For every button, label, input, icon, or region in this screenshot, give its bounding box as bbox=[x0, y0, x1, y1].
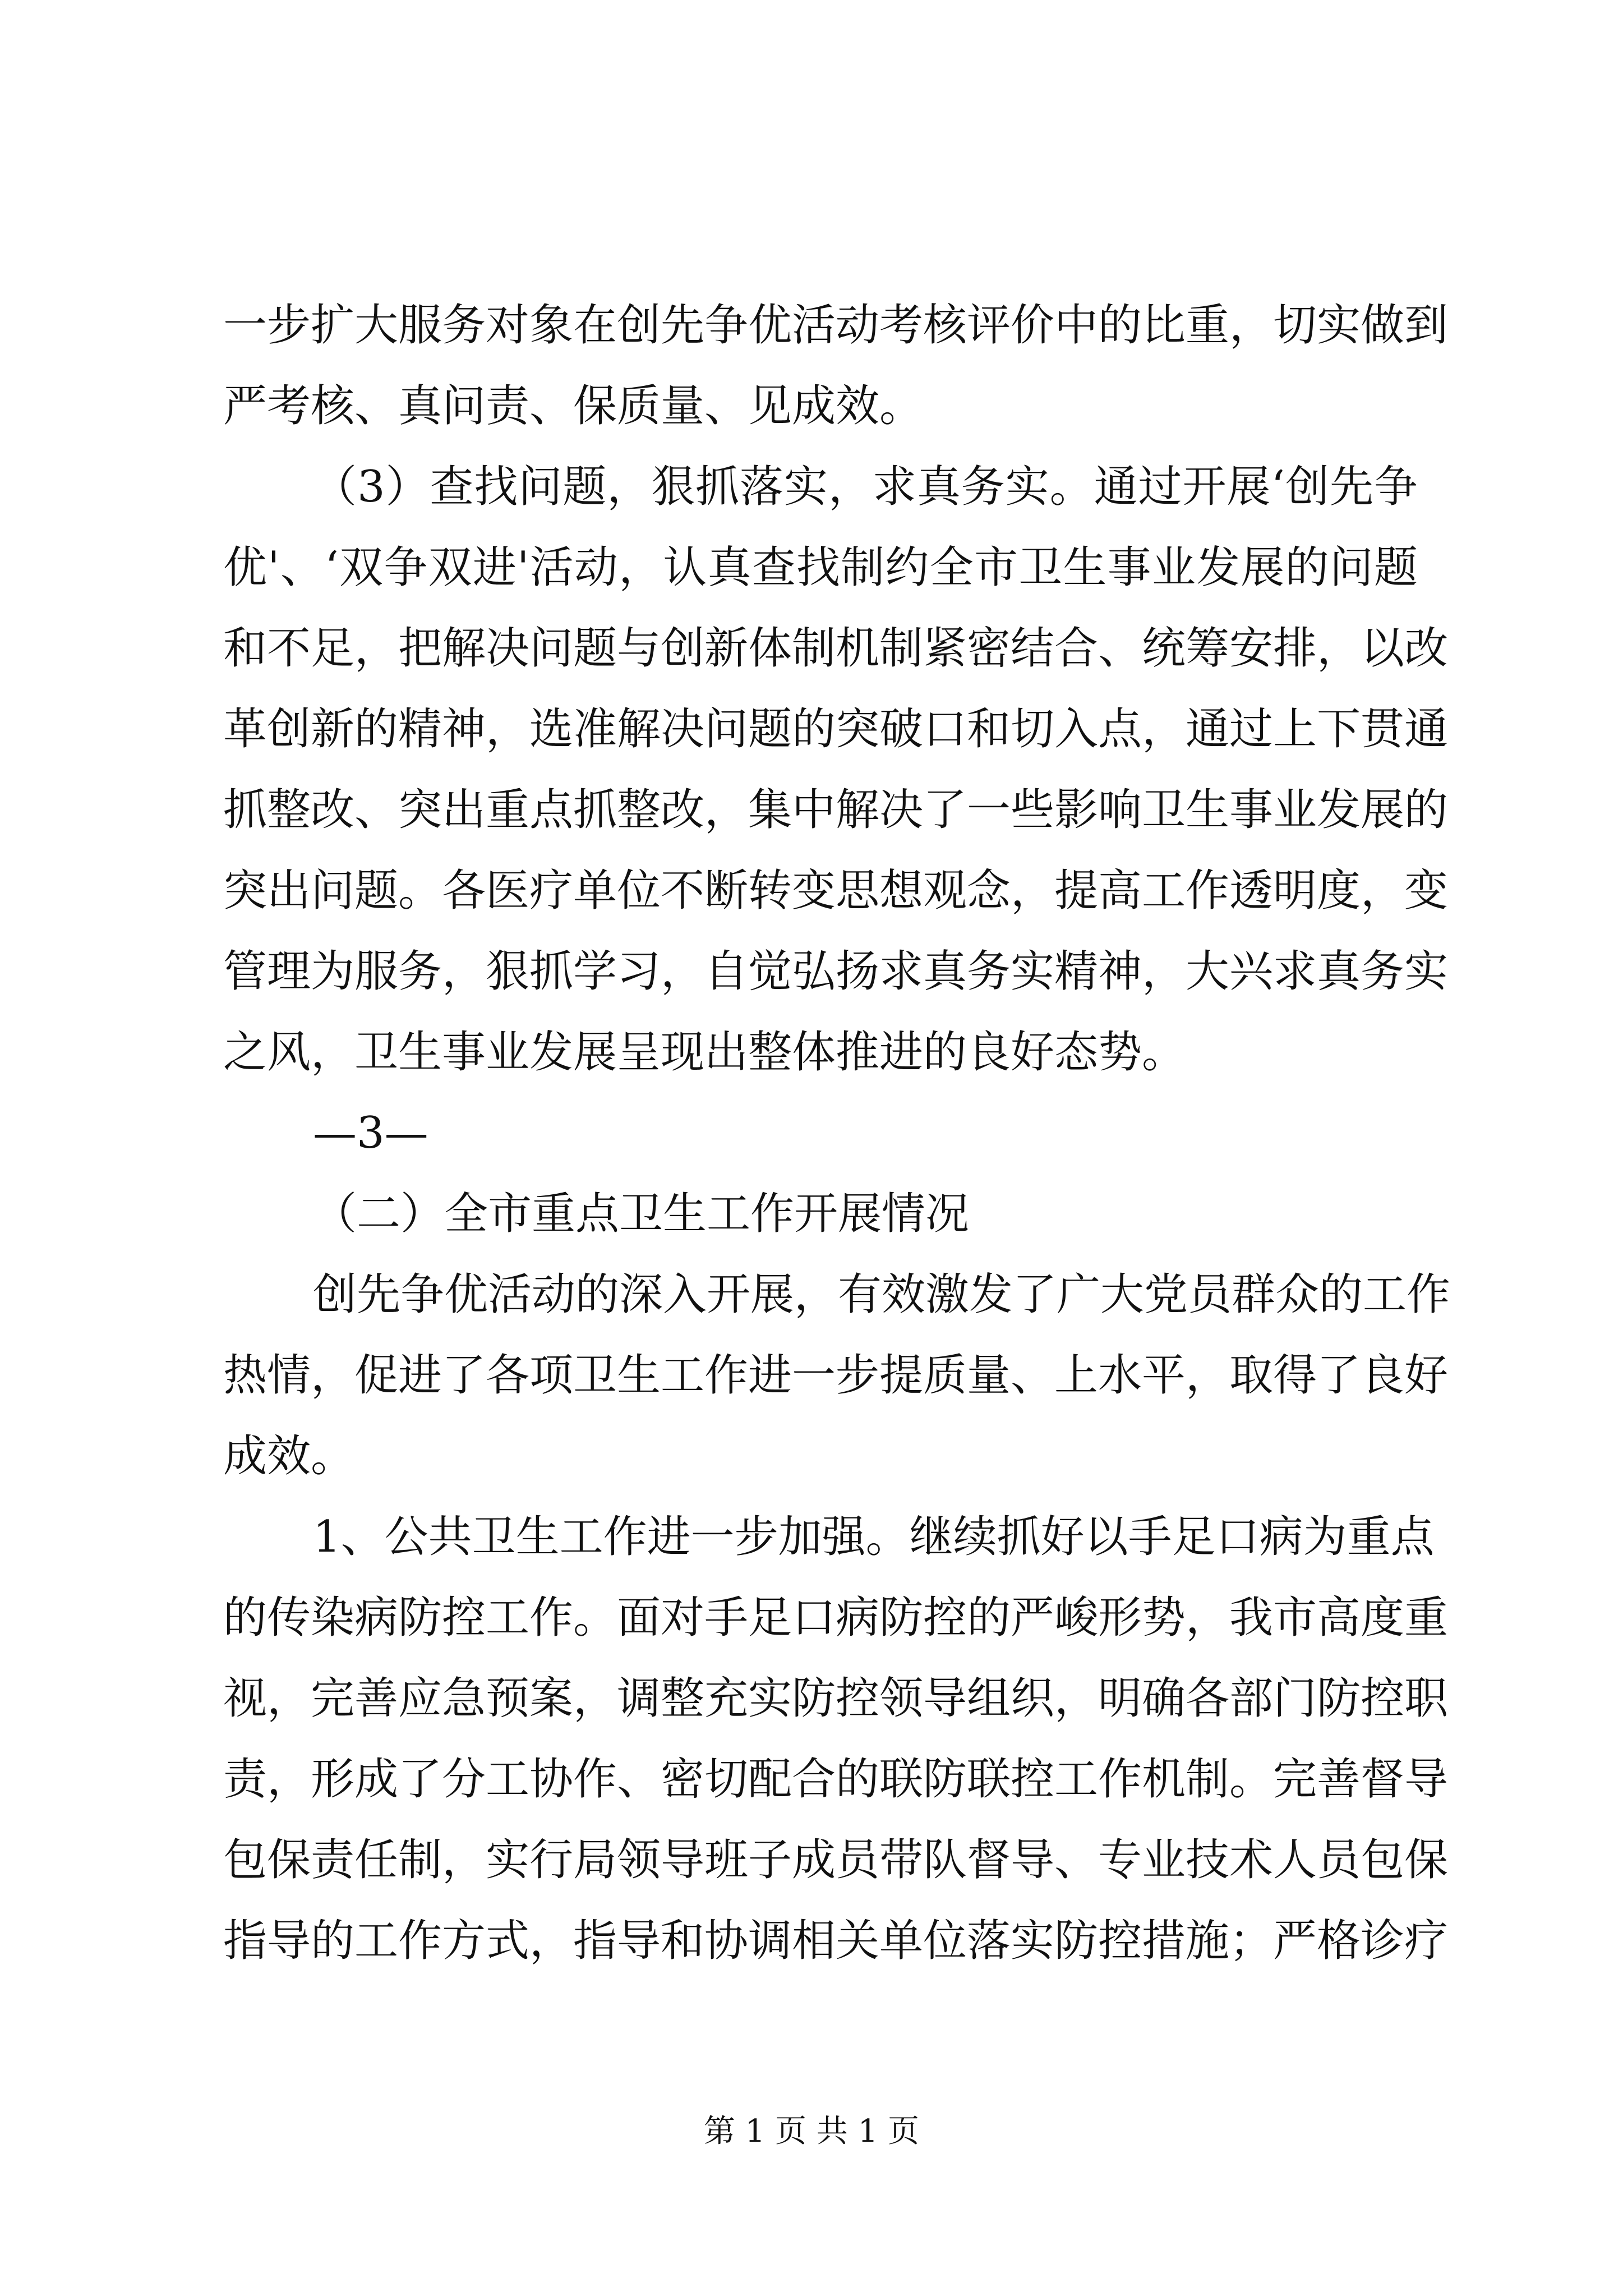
text-line: 革创新的精神，选准解决问题的突破口和切入点，通过上下贯通 bbox=[223, 704, 1449, 754]
section-heading: （二）全市重点卫生工作开展情况 bbox=[313, 1189, 970, 1239]
text-line: 抓整改、突出重点抓整改，集中解决了一些影响卫生事业发展的 bbox=[223, 785, 1449, 835]
text-line: （3）查找问题，狠抓落实，求真务实。通过开展‘创先争 bbox=[313, 462, 1418, 512]
text-line: 视，完善应急预案，调整充实防控领导组织，明确各部门防控职 bbox=[223, 1673, 1449, 1724]
text-line: 包保责任制，实行局领导班子成员带队督导、专业技术人员包保 bbox=[223, 1835, 1449, 1885]
text-line: 之风，卫生事业发展呈现出整体推进的良好态势。 bbox=[223, 1027, 1186, 1078]
text-line: 一步扩大服务对象在创先争优活动考核评价中的比重，切实做到 bbox=[223, 300, 1449, 351]
text-line: 严考核、真问责、保质量、见成效。 bbox=[223, 381, 924, 431]
text-line: 突出问题。各医疗单位不断转变思想观念，提高工作透明度，变 bbox=[223, 866, 1449, 916]
text-line: 热情，促进了各项卫生工作进一步提质量、上水平，取得了良好 bbox=[223, 1350, 1449, 1401]
text-line: 管理为服务，狠抓学习，自觉弘扬求真务实精神，大兴求真务实 bbox=[223, 946, 1449, 997]
text-line: 1、公共卫生工作进一步加强。继续抓好以手足口病为重点 bbox=[313, 1512, 1435, 1562]
text-line: 成效。 bbox=[223, 1431, 355, 1481]
page-marker: —3— bbox=[313, 1108, 428, 1158]
text-line: 和不足，把解决问题与创新体制机制紧密结合、统筹安排，以改 bbox=[223, 623, 1449, 674]
text-line: 优'、‘双争双进'活动，认真查找制约全市卫生事业发展的问题 bbox=[223, 542, 1418, 593]
text-line: 指导的工作方式，指导和协调相关单位落实防控措施；严格诊疗 bbox=[223, 1916, 1449, 1966]
document-body bbox=[223, 285, 1451, 1981]
text-line: 创先争优活动的深入开展，有效激发了广大党员群众的工作 bbox=[313, 1269, 1451, 1320]
text-line: 责，形成了分工协作、密切配合的联防联控工作机制。完善督导 bbox=[223, 1754, 1449, 1805]
page-footer: 第 1 页 共 1 页 bbox=[703, 2113, 920, 2150]
text-line: 的传染病防控工作。面对手足口病防控的严峻形势，我市高度重 bbox=[223, 1593, 1449, 1643]
